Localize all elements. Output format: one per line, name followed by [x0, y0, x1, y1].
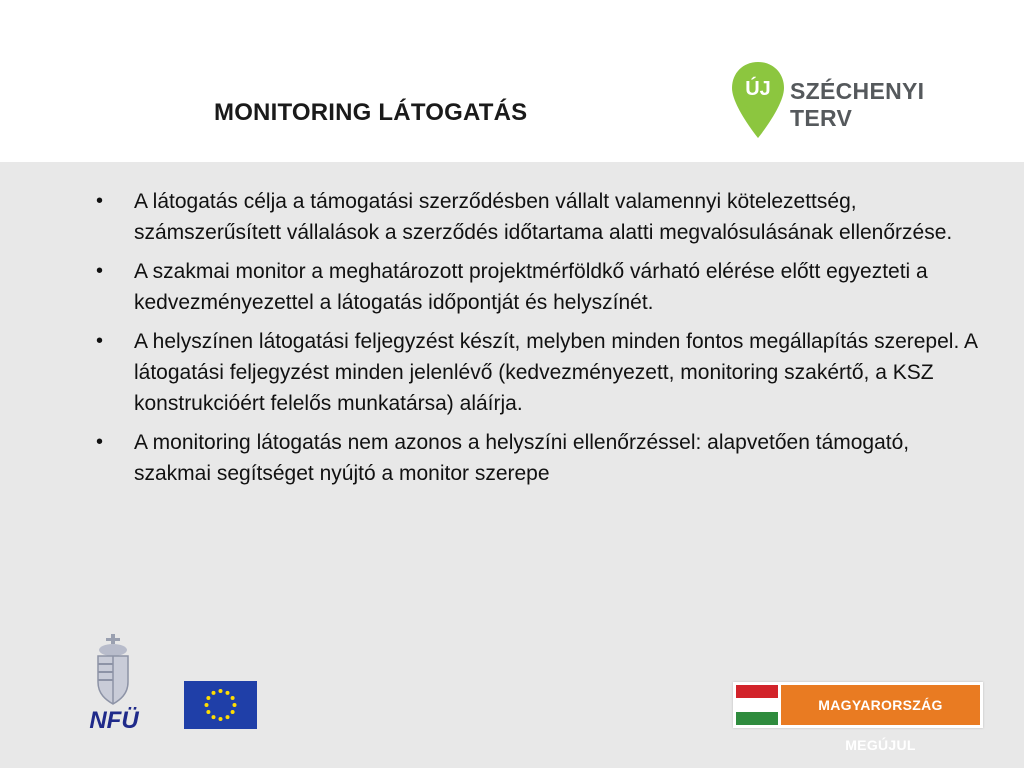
slide-header [0, 0, 1024, 162]
bullet-text: A látogatás célja a támogatási szerződésben vállalt valamennyi kötelezettség, számszerűsített vállalások a szerződés időtartama alatti megvalósulásának ellenőrzése. [134, 190, 953, 244]
nfu-logo [84, 634, 148, 734]
badge-text: MAGYARORSZÁG MEGÚJUL [781, 685, 980, 725]
bullet-marker: • [96, 330, 104, 352]
bullet-marker: • [96, 190, 104, 212]
hungarian-flag-icon [736, 685, 778, 725]
eu-stars-icon [184, 681, 257, 729]
logo-text: SZÉCHENYI TERV [790, 78, 925, 131]
list-item [90, 326, 980, 419]
list-item [90, 427, 980, 489]
bullet-list [90, 186, 980, 497]
coat-of-arms-icon [84, 634, 148, 734]
eu-flag [184, 681, 257, 729]
page-title: MONITORING LÁTOGATÁS [214, 99, 528, 126]
nfu-text: NFÜ [89, 707, 139, 734]
szechenyi-terv-logo [730, 60, 990, 140]
logo-pin-text: ÚJ [745, 78, 771, 100]
bullet-marker: • [96, 431, 104, 453]
list-item [90, 256, 980, 318]
list-item [90, 186, 980, 248]
magyarorszag-megujul-badge [733, 682, 983, 753]
bullet-marker: • [96, 260, 104, 282]
bullet-text: A helyszínen látogatási feljegyzést készít, melyben minden fontos megállapítás szerepel. A látogatási feljegyzést minden jelenlévő (kedvezményezett, monitoring szakértő, a KSZ konstrukcióért felelős munkatársa) aláírja. [134, 330, 977, 415]
bullet-text: A szakmai monitor a meghatározott projektmérföldkő várható elérése előtt egyezteti a kedvezményezettel a látogatás időpontját és helyszínét. [134, 260, 928, 314]
bullet-text: A monitoring látogatás nem azonos a helyszíni ellenőrzéssel: alapvetően támogató, szakmai segítséget nyújtó a monitor szerepe [134, 431, 910, 485]
map-pin-icon [730, 60, 786, 140]
